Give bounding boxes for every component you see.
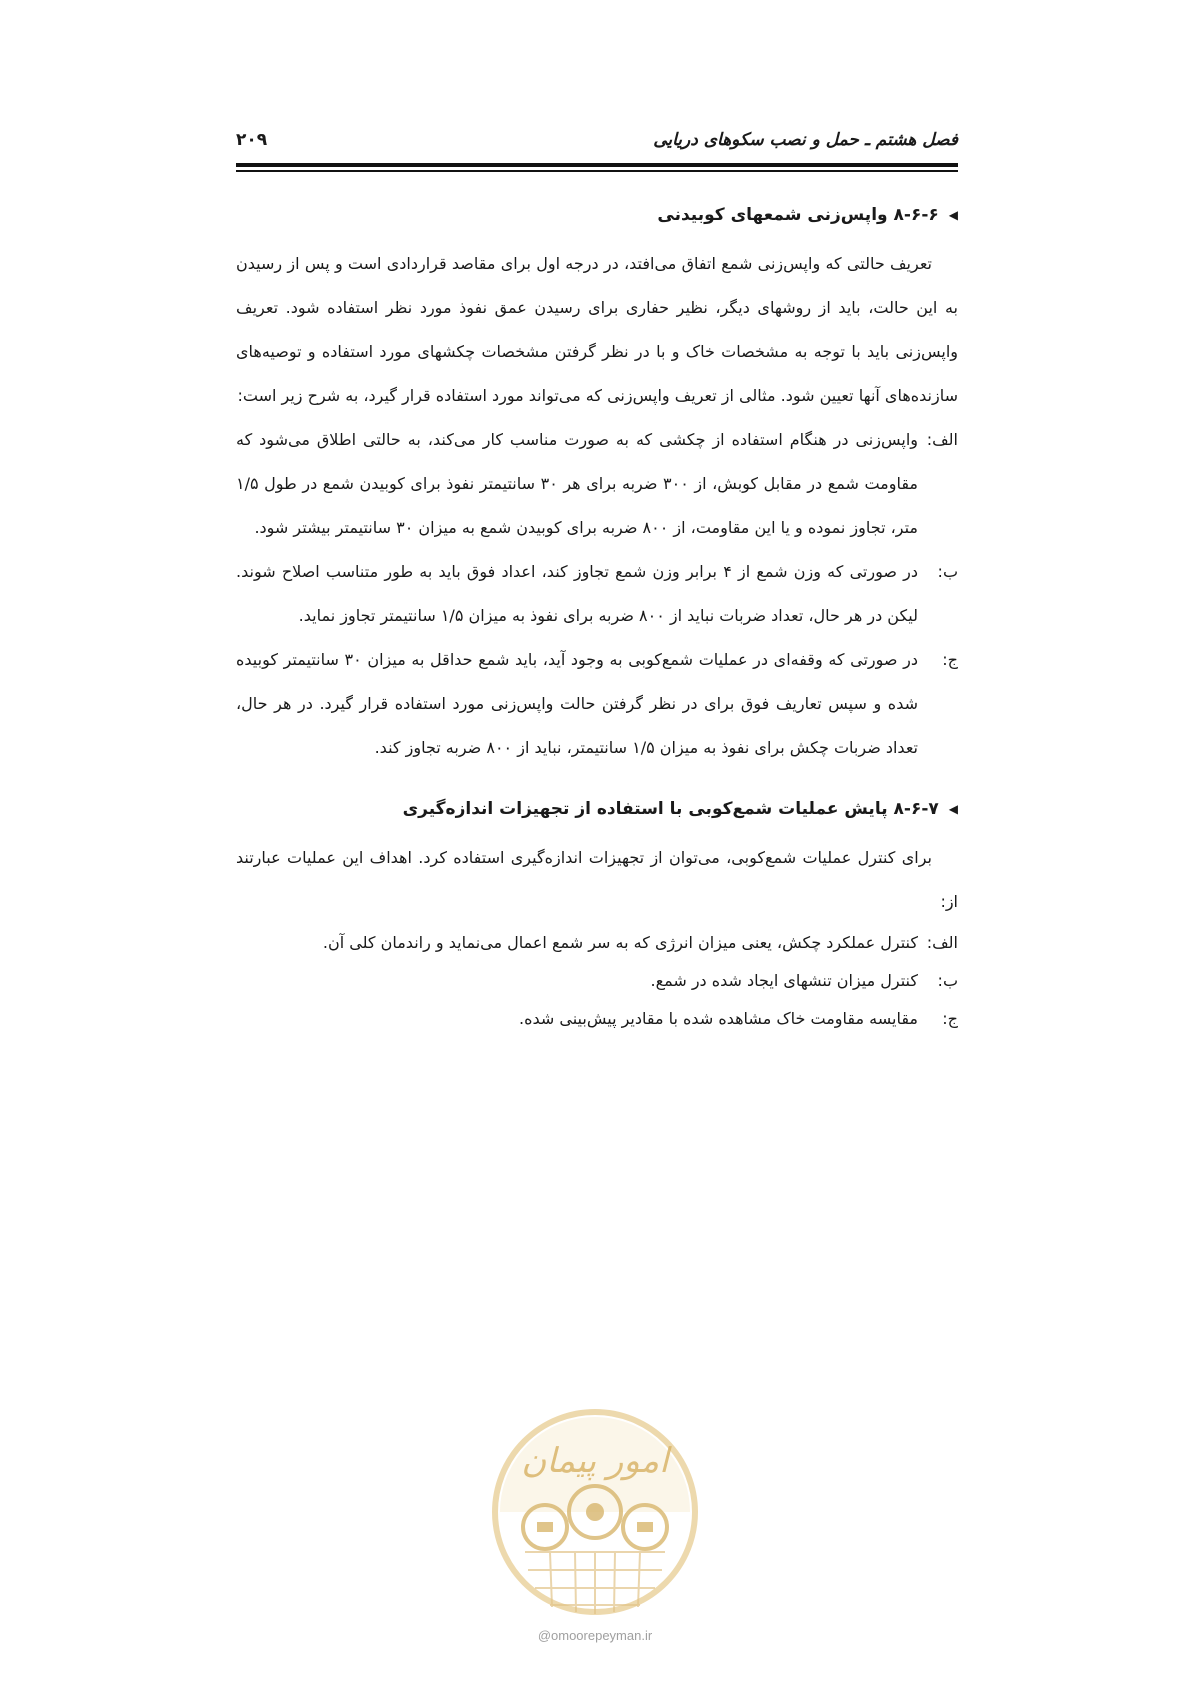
section-heading-text: ۸-۶-۷ پایش عملیات شمع‌کوبی با استفاده از تجهیزات اندازه‌گیری (402, 799, 939, 819)
chapter-title: فصل هشتم ـ حمل و نصب سکوهای دریایی (653, 130, 958, 150)
list-item-label: ب: (937, 971, 958, 990)
header-rule-thick (236, 163, 958, 167)
list-item-text: مقایسه مقاومت خاک مشاهده شده با مقادیر پیش‌بینی شده. (519, 1009, 918, 1028)
running-header (236, 126, 958, 156)
watermark-caption: @omoorepeyman.ir (537, 1628, 653, 1643)
section-heading-6 (236, 198, 958, 232)
bullet-triangle-icon: ◀ (948, 802, 958, 816)
logo-text: امور پیمان (521, 1441, 669, 1481)
list-item-text: در صورتی که وزن شمع از ۴ برابر وزن شمع تجاوز کند، اعداد فوق باید به طور متناسب اصلاح شوند. لیکن در هر حال، تعداد ضربات نباید از ۸۰۰ ضربه برای نفوذ به میزان ۱/۵ سانتیمتر تجاوز نماید. (236, 562, 918, 625)
list-item-label: ج: (942, 650, 958, 669)
list-item-label: الف: (926, 430, 958, 449)
page-number: ۲۰۹ (236, 130, 268, 150)
list-item (236, 924, 958, 962)
list-item-label: الف: (926, 933, 958, 952)
list-item-text: کنترل عملکرد چکش، یعنی میزان انرژی که به سر شمع اعمال می‌نماید و راندمان کلی آن. (322, 933, 918, 952)
list-item-label: ب: (937, 562, 958, 581)
list-item (236, 550, 958, 638)
body-content (236, 186, 958, 1038)
section-heading-text: ۸-۶-۶ واپس‌زنی شمعهای کوبیدنی (657, 205, 939, 225)
list-item-text: واپس‌زنی در هنگام استفاده از چکشی که به صورت مناسب کار می‌کند، به حالتی اطلاق می‌شود که مقاومت شمع در مقابل کوبش، از ۳۰۰ ضربه برای هر ۳۰ سانتیمتر نفوذ برای کوبیدن شمع در طول ۱/۵ متر، تجاوز نموده و یا این مقاومت، از ۸۰۰ ضربه برای کوبیدن شمع به میزان ۳۰ سانتیمتر بیشتر شود. (236, 430, 918, 537)
section-intro-paragraph: برای کنترل عملیات شمع‌کوبی، می‌توان از تجهیزات اندازه‌گیری استفاده کرد. اهداف این عملیات عبارتند از: (236, 848, 958, 911)
section-intro-paragraph: تعریف حالتی که واپس‌زنی شمع اتفاق می‌افتد، در درجه اول برای مقاصد قراردادی است و پس از رسیدن به این حالت، باید از روشهای دیگر، نظیر حفاری برای رسیدن عمق نفوذ مورد نظر استفاده شود. تعریف واپس‌زنی باید با توجه به مشخصات خاک و با در نظر گرفتن مشخصات چکشهای مورد استفاده و توصیه‌های سازنده‌های آنها تعیین شود. مثالی از تعریف واپس‌زنی که می‌تواند مورد استفاده قرار گیرد، به شرح زیر است: (236, 254, 958, 405)
list-item (236, 962, 958, 1000)
section-heading-7 (236, 792, 958, 826)
list-item-label: ج: (942, 1009, 958, 1028)
list-item (236, 418, 958, 550)
bullet-triangle-icon: ◀ (948, 208, 958, 222)
header-rule-thin (236, 170, 958, 172)
list-item (236, 638, 958, 770)
watermark-logo (490, 1402, 700, 1632)
list-item-text: در صورتی که وقفه‌ای در عملیات شمع‌کوبی به وجود آید، باید شمع حداقل به میزان ۳۰ سانتیمتر کوبیده شده و سپس تعاریف فوق برای در نظر گرفتن حالت واپس‌زنی مورد استفاده قرار گیرد. در هر حال، تعداد ضربات چکش برای نفوذ به میزان ۱/۵ سانتیمتر، نباید از ۸۰۰ ضربه تجاوز کند. (236, 650, 918, 757)
list-item (236, 1000, 958, 1038)
list-item-text: کنترل میزان تنشهای ایجاد شده در شمع. (650, 971, 918, 990)
